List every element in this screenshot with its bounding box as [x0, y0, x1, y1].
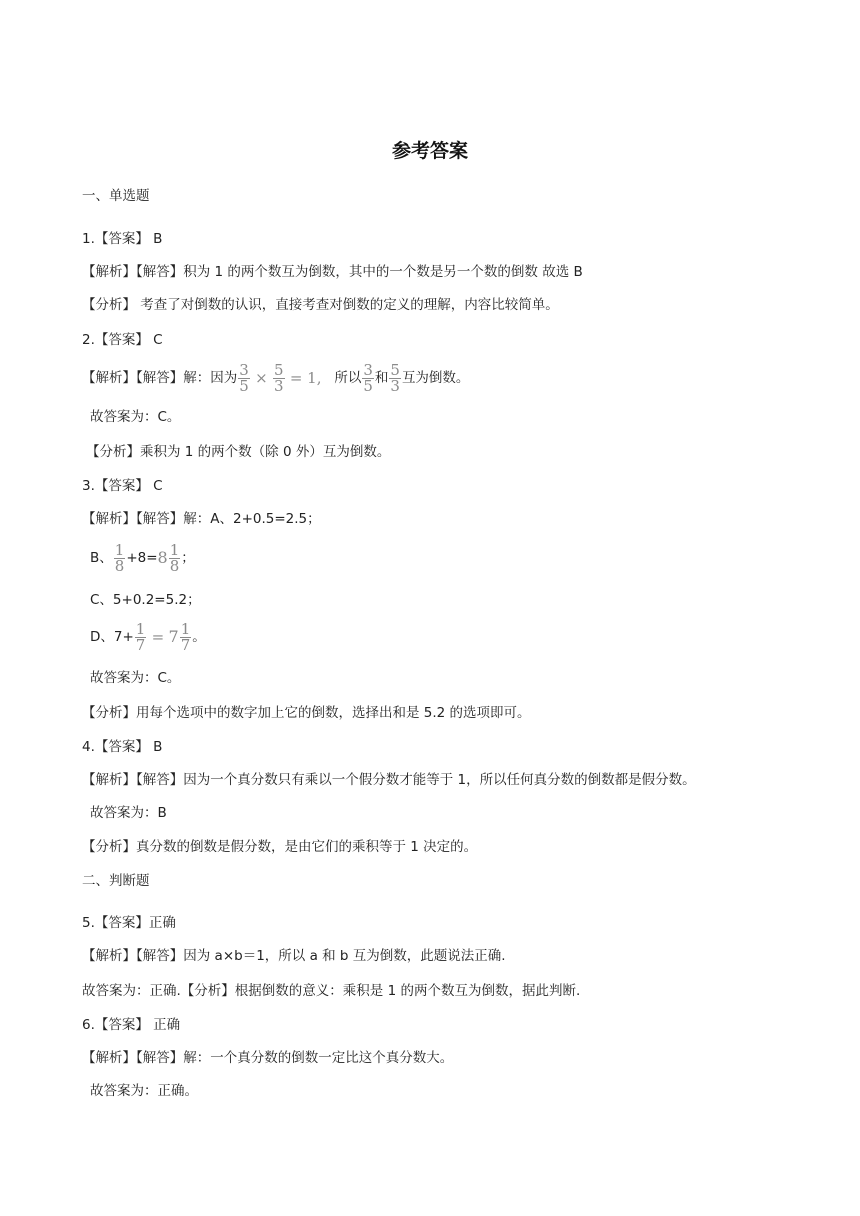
q1-fenxi: 【分析】 考查了对倒数的认识，直接考查对倒数的定义的理解，内容比较简单。 — [82, 297, 559, 313]
q3-option-c: C、5+0.2=5.2； — [90, 592, 201, 608]
section-heading-true-false: 二、判断题 — [82, 873, 150, 889]
q4-answer: 4.【答案】 B — [82, 739, 163, 755]
fraction-1-8-mixed: $\frac{1}{8}$ — [169, 540, 180, 575]
q6-conclusion: 故答案为：正确。 — [90, 1083, 198, 1099]
q3-conclusion: 故答案为：C。 — [90, 670, 181, 686]
q3-analysis: 【解析】【解答】解：A、2+0.5=2.5； — [82, 511, 321, 527]
q3-b-end: ； — [181, 550, 195, 566]
q5-answer: 5.【答案】正确 — [82, 915, 176, 931]
q6-analysis: 【解析】【解答】解：一个真分数的倒数一定比这个真分数大。 — [82, 1050, 454, 1066]
q2-analysis — [82, 360, 469, 396]
fraction-3-5-second: $\frac{3}{5}$ — [363, 360, 373, 395]
q3-d-end: 。 — [192, 629, 206, 645]
q3-option-b — [90, 540, 195, 576]
fraction-1-8: $\frac{1}{8}$ — [114, 540, 125, 575]
q5-conclusion: 故答案为：正确.【分析】根据倒数的意义：乘积是 1 的两个数互为倒数，据此判断. — [82, 983, 581, 999]
page-title: 参考答案 — [391, 140, 468, 162]
q5-analysis: 【解析】【解答】因为 a×b＝1，所以 a 和 b 互为倒数，此题说法正确. — [82, 948, 506, 964]
q3-b-mid: +8= — [126, 550, 158, 566]
q2-conclusion: 故答案为：C。 — [90, 409, 181, 425]
q3-answer: 3.【答案】 C — [82, 478, 163, 494]
q1-analysis: 【解析】【解答】积为 1 的两个数互为倒数，其中的一个数是另一个数的倒数 故选 B — [82, 264, 583, 280]
q2-analysis-prefix: 【解析】【解答】解：因为 — [82, 370, 238, 386]
q2-suffix: 互为倒数。 — [401, 370, 470, 386]
fraction-5-3: $\frac{5}{3}$ — [273, 360, 284, 395]
q4-conclusion: 故答案为：B — [90, 805, 167, 821]
q6-answer: 6.【答案】 正确 — [82, 1017, 181, 1033]
mixed-whole-7: 7 — [168, 627, 179, 646]
section-heading-single-choice: 一、单选题 — [82, 188, 150, 204]
fraction-1-7: $\frac{1}{7}$ — [135, 619, 146, 654]
q3-d-prefix: D、7+ — [90, 629, 134, 645]
equals-one: = 1, — [289, 369, 322, 387]
q2-and-text: 和 — [374, 370, 389, 386]
q3-option-d — [90, 619, 206, 655]
q1-answer: 1.【答案】 B — [82, 231, 163, 247]
fraction-5-3-second: $\frac{5}{3}$ — [390, 360, 400, 395]
equals-sign: = — [151, 628, 165, 646]
q2-fenxi: 【分析】乘积为 1 的两个数（除 0 外）互为倒数。 — [86, 444, 391, 460]
q3-b-prefix: B、 — [90, 550, 113, 566]
q2-mid-text: 所以 — [334, 370, 362, 386]
q4-analysis: 【解析】【解答】因为一个真分数只有乘以一个假分数才能等于 1，所以任何真分数的倒数都是假分数。 — [82, 772, 696, 788]
fraction-1-7-mixed: $\frac{1}{7}$ — [180, 619, 191, 654]
times-sign: × — [255, 369, 268, 387]
q2-answer: 2.【答案】 C — [82, 332, 163, 348]
mixed-whole-8: 8 — [157, 548, 168, 567]
q4-fenxi: 【分析】真分数的倒数是假分数，是由它们的乘积等于 1 决定的。 — [82, 839, 478, 855]
fraction-3-5: $\frac{3}{5}$ — [239, 360, 249, 395]
q3-fenxi: 【分析】用每个选项中的数字加上它的倒数，选择出和是 5.2 的选项即可。 — [82, 705, 531, 721]
